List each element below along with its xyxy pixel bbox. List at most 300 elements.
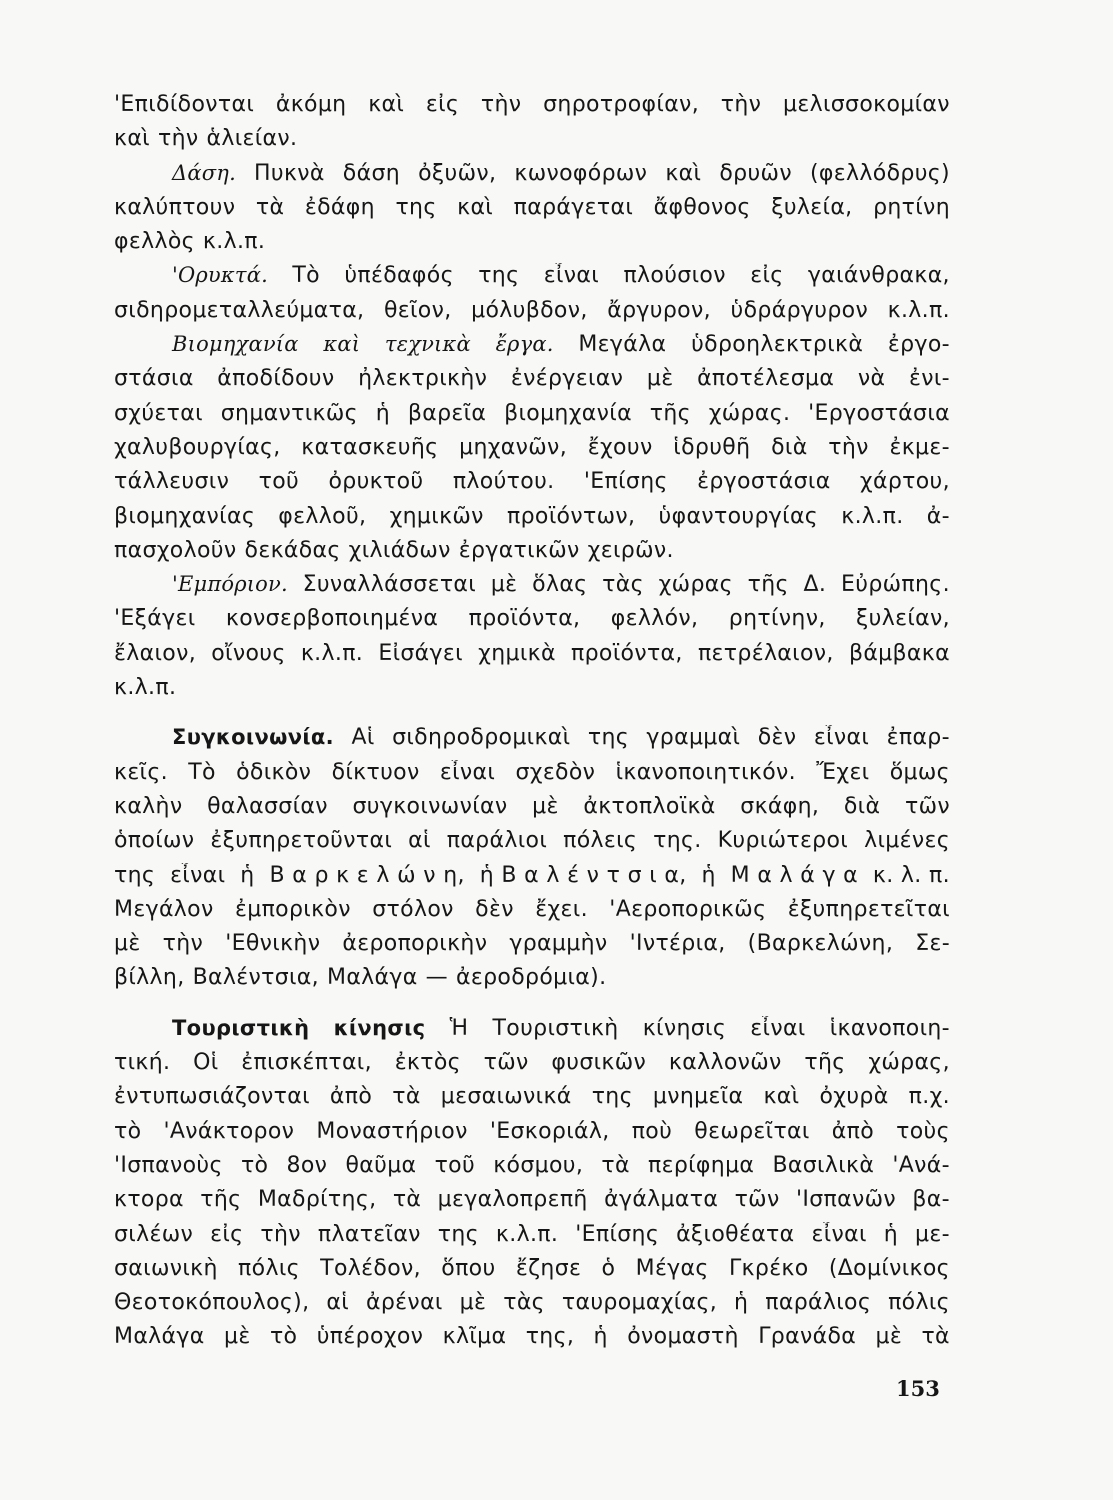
word: τὴν [260,1221,301,1247]
word: πλούτου. [452,469,555,495]
word: Εὐρώπης. [841,572,950,598]
word: Γκρέκο [728,1255,809,1281]
word: μὲ [490,572,518,598]
word: Β α ρ κ ε λ ώ ν η, [269,862,465,888]
word: καὶ [368,92,405,117]
word: εἶναι [543,263,600,289]
word: μὲ [459,1290,487,1316]
word: χαλυβουργίας, [114,434,281,460]
word: μεγαλοπρεπῆ [437,1187,588,1213]
word: ἐργοστάσια [697,469,831,495]
word: ἡ [240,862,255,888]
word: αἱ [408,828,431,854]
italic-heading-word: τεχνικὰ [384,332,471,357]
word: ἐνι- [908,366,950,392]
word: ἀπὸ [329,1084,373,1110]
word: χώρας, [868,1050,950,1076]
text-line [114,504,950,538]
bold-heading-word: Συγκοινωνία. [172,725,335,750]
word: χημικὰ [478,640,556,666]
word: τὰς [503,1290,545,1316]
word: προϊόντα, [468,606,581,632]
word: μὲ [532,793,559,819]
text-line [114,931,950,965]
word: ἀπὸ [831,1118,875,1144]
word: ἐπαρ- [886,725,950,751]
word: Οἱ [193,1050,219,1076]
word: της, [525,1324,575,1350]
word: λιμένες [864,828,950,854]
word: Κυριώτεροι [717,828,849,854]
word: ἡ Β α λ έ ν τ σ ι α, [479,862,687,888]
word: Μεγάλα [578,332,667,358]
word: ὁποίων [114,828,195,854]
word: της [478,263,520,289]
word: (Βαρκελώνη, [747,931,894,957]
text-line [114,401,950,435]
word: ὀρυκτοῦ [328,469,424,495]
word: ἄργυρον, [607,297,711,323]
word: θαῦμα [345,1152,417,1178]
word: της [395,194,437,220]
italic-heading-word: καὶ [323,332,361,357]
word: τὰς [602,572,644,598]
word: Τουριστικὴ [492,1015,619,1041]
italic-heading-word: Δάση. [172,160,236,185]
word: 'Ισπανῶν [795,1187,897,1213]
text-line [114,641,950,675]
word: τὸ [240,1152,269,1178]
word: χώρας [658,572,733,598]
word: θεῖον, [383,297,452,323]
word: ὁδικὸν [236,759,312,785]
word: τὴν [720,92,762,117]
italic-heading-word: ἔργα. [495,332,554,357]
word: κ.λ.π. [114,675,177,701]
word: ὀνομαστὴ [627,1324,739,1350]
word: σχύεται [114,400,203,426]
word: τῆς [200,1187,242,1213]
word: βαρεῖα [407,400,487,426]
word: Πυκνὰ [253,160,325,186]
word: ἡ [883,1221,899,1247]
word: 'Ισπανοὺς [114,1152,223,1178]
word: φελλοῦ, [278,503,367,529]
word: κ.λ.π. [495,1221,559,1247]
word: Συναλλάσσεται [302,572,477,598]
word: 'Εθνικὴν [225,931,321,957]
word: δὲν [475,896,514,922]
word: ἡ [701,862,716,888]
word: φυσικῶν [551,1050,647,1076]
text-line [114,725,950,759]
text-line [114,828,950,862]
word: χιλιάδων [348,537,451,563]
word: ἐδάφη [304,194,375,220]
word: ξυλεία, [771,194,853,220]
word: κατασκευῆς [301,434,439,460]
word: Γρανάδα [758,1324,857,1350]
word: φελλόν, [610,606,699,632]
word: Ἔχει [816,759,870,785]
word: Σε- [915,931,950,957]
word: ἔλαιον, [114,640,197,666]
word: κίνησις [642,1015,727,1041]
word: διὰ [843,793,881,819]
word: βα- [912,1187,950,1213]
word: δεκάδας [244,537,341,563]
word: βίλλη, [114,965,185,991]
text-line [114,229,950,263]
word: συγκοινωνίαν [352,793,508,819]
word: τοῦ [258,469,300,495]
word: τῆς [649,400,691,426]
italic-heading-word: Βιομηχανία [172,332,299,357]
word: ἔζησε [515,1255,582,1281]
word: τὸ [114,1118,142,1144]
word: ὀχυρὰ [819,1084,889,1110]
word: ὑδροηλεκτρικὰ [691,332,864,358]
word: τὸ [269,1324,298,1350]
word: Τολέδον, [320,1255,421,1281]
word: πλατεῖαν [317,1221,421,1247]
word: Ἡ [449,1015,469,1041]
word: ἐξυπηρετεῖται [787,896,950,922]
word: νὰ [857,366,886,392]
text-line [114,606,950,640]
word: Μαλάγα [114,1324,205,1350]
text-line [114,195,950,229]
word: ἠλεκτρικὴν [358,366,488,392]
word: ἡ [375,400,391,426]
word: 'Εσκοριάλ, [489,1118,610,1144]
word: ἐντυπωσιάζονται [114,1084,310,1110]
word: τῆς [804,1050,846,1076]
word: της [587,725,629,751]
text-line [114,435,950,469]
word: ταυρομαχίας, [561,1290,718,1316]
word: Τὸ [292,263,320,289]
word: μελισσοκομίαν [782,92,950,117]
word: 8ον [286,1152,328,1178]
word: πόλις [888,1290,950,1316]
word: σιδηροδρομικαὶ [392,725,571,751]
word: μηχανῶν, [459,434,568,460]
word: ἐμπορικὸν [235,896,351,922]
word: κτορα [114,1187,184,1213]
word: 'Ανά- [892,1152,950,1178]
word: ὑφαντουργίας [658,503,819,529]
word: τῶν [904,793,950,819]
word: με- [915,1221,950,1247]
word: στάσια [114,366,194,392]
word: βάμβακα [848,640,950,666]
word: ἐργο- [887,332,950,358]
paragraph-gap [114,1000,950,1016]
word: σημαντικῶς [220,400,358,426]
text-line [114,126,950,160]
text-line [114,572,950,606]
word: χημικῶν [389,503,484,529]
word: της. [653,828,702,854]
word: Τὸ [188,759,216,785]
word: κόσμου, [493,1152,584,1178]
word: οἴνους [211,640,286,666]
word: ἱκανοποιη- [829,1015,950,1041]
word: Θεοτοκόπουλος), [114,1290,310,1316]
word: περίφημα [647,1152,755,1178]
word: καλλονῶν [668,1050,782,1076]
word: σιδηρομεταλλεύματα, [114,297,365,323]
word: τική. [114,1050,171,1076]
word: Βαλέντσια, [192,965,319,991]
word: ρητίνη [873,194,950,220]
text-line [114,1222,950,1256]
word: πόλεις [563,828,638,854]
text-line [114,1153,950,1187]
word: ἀ- [926,503,950,529]
word: Μαδρίτης, [257,1187,377,1213]
word: ἀκτοπλοϊκὰ [583,793,716,819]
word: Αἱ [351,725,375,751]
word: τὰ [601,1152,630,1178]
word: χειρῶν. [587,537,674,563]
word: τὰ [255,194,285,220]
word: μόλυβδον, [471,297,588,323]
word: σχεδὸν [515,759,596,785]
word: δὲν [757,725,797,751]
word: εἰς [210,1221,244,1247]
text-line [114,863,950,897]
word: Μέγας [635,1255,709,1281]
word: ἡ [734,1290,749,1316]
word: ἀρέναι [366,1290,443,1316]
word: παράγεται [513,194,634,220]
word: κ.λ.π. [887,297,950,323]
text-line [114,1290,950,1324]
word: καὶ [763,1084,800,1110]
word: στόλον [372,896,454,922]
text-line [114,1187,950,1221]
text-line [114,1050,950,1084]
text-line [114,760,950,794]
word: παράλιοι [446,828,548,854]
word: τὰ [921,1324,950,1350]
word: σιλέων [114,1221,194,1247]
word: 'Αεροπορικῶς [609,896,767,922]
word: Μοναστήριον [316,1118,468,1144]
word: της [437,1221,479,1247]
text-line [114,298,950,332]
word: χάρτου, [859,469,950,495]
word: εἰς [750,263,784,289]
word: βιομηχανίας [114,503,256,529]
word: εἶναι [750,1015,806,1041]
word: γαιάνθρακα, [807,263,950,289]
word: εἶναι [439,759,496,785]
word: ξυλείαν, [856,606,950,632]
word: εἶναι [811,1221,867,1247]
word: 'Εξάγει [114,606,196,632]
word: τῶν [483,1050,529,1076]
italic-heading-word: 'Εμπόριον. [172,572,288,597]
text-line [114,538,950,572]
word: ὅλας [532,572,588,598]
word: πόλις [238,1255,300,1281]
word: δάση [342,160,401,186]
text-line [114,332,950,366]
word: ἱκανοποιητικόν. [615,759,796,785]
word: κωνοφόρων [514,160,648,186]
word: τὴν [480,92,522,117]
word: βιομηχανία [504,400,632,426]
text-line [114,1119,950,1153]
word: μὲ [875,1324,903,1350]
word: ὅπου [441,1255,496,1281]
word: 'Επίσης [583,469,668,495]
word: Βασιλικὰ [772,1152,875,1178]
word: ὁ [601,1255,616,1281]
word: θεωρεῖται [694,1118,810,1144]
word: ἐκτὸς [394,1050,461,1076]
word: πλούσιον [623,263,726,289]
word: τοὺς [896,1118,950,1144]
word: δρυῶν [719,160,792,186]
bold-heading-word: Τουριστικὴ [172,1015,310,1040]
word: 'Εργοστάσια [808,400,950,426]
word: (φελλόδρυς) [810,160,950,186]
word: κεῖς. [114,759,168,785]
paragraph-gap [114,709,950,725]
word: καὶ [665,160,702,186]
word: γραμμαὶ [646,725,741,751]
word: εἶναι [170,862,226,888]
word: μὲ [224,1324,251,1350]
text-line [114,161,950,195]
word: ἀεροδρόμια). [456,965,607,991]
word: Δ. [803,572,827,598]
word: ἁλιείαν. [206,126,298,152]
text-line [114,965,950,999]
word: τὰ [392,1187,422,1213]
text-line [114,1324,950,1358]
word: γραμμὴν [509,931,608,957]
word: προϊόντων, [507,503,636,529]
word: ἱδρυθῆ [673,434,751,460]
word: ἐργατικῶν [458,537,580,563]
word: ὀξυῶν, [418,160,497,186]
word: τάλλευσιν [114,469,230,495]
word: φελλὸς [114,229,195,255]
word: πασχολοῦν [114,537,237,563]
word: της [591,1084,633,1110]
word: π.χ. [908,1084,950,1110]
word: τῆς [747,572,789,598]
word: ἀεροπορικὴν [342,931,488,957]
word: ἔχουν [587,434,653,460]
word: παράλιος [765,1290,872,1316]
word: προϊόντα, [571,640,683,666]
word: ἀκόμη [275,92,347,117]
word: κ.λ.π. [841,503,904,529]
word: καὶ [114,126,150,152]
word: ρητίνην, [728,606,826,632]
word: κ.λ.π. [300,640,364,666]
word: πετρέλαιον, [697,640,834,666]
word: Μ α λ ά γ α [730,862,859,888]
text-line [114,92,950,126]
word: σκάφη, [740,793,820,819]
word: καλύπτουν [114,194,236,220]
word: ἐξυπηρετοῦνται [210,828,393,854]
word: τῶν [734,1187,780,1213]
word: σηροτροφίαν, [543,92,700,117]
text-line [114,675,950,709]
text-line [114,794,950,828]
word: ἡ [593,1324,608,1350]
word: 'Επιδίδονται [114,92,255,117]
word: κλῖμα [442,1324,507,1350]
word: ἀποτέλεσμα [697,366,835,392]
word: ὅμως [889,759,950,785]
text-line [114,263,950,297]
word: ποὺ [631,1118,673,1144]
word: διὰ [771,434,808,460]
text-line [114,1084,950,1118]
word: ἀποδίδουν [217,366,335,392]
text-line [114,1256,950,1290]
word: τοῦ [434,1152,476,1178]
word: Μεγάλον [114,896,214,922]
word: ἔχει. [535,896,588,922]
word: καὶ [457,194,494,220]
word: 'Επίσης [575,1221,660,1247]
word: μὲ [646,366,674,392]
word: ἀξιοθέατα [676,1221,795,1247]
word: εἰς [425,92,460,117]
word: 'Ιντέρια, [629,931,726,957]
word: καλὴν [114,793,183,819]
word: σαιωνικὴ [114,1255,218,1281]
text-line [114,469,950,503]
word: ὑπέροχον [316,1324,424,1350]
word: ἀγάλματα [604,1187,719,1213]
word: ἐνέργειαν [510,366,624,392]
bold-heading-word: κίνησις [333,1015,426,1040]
word: κονσερβοποιημένα [225,606,439,632]
text-line [114,1016,950,1050]
text-line [114,366,950,400]
word: μεσαιωνικά [440,1084,572,1110]
word: 'Ανάκτορον [163,1118,295,1144]
word: τὴν [828,434,869,460]
word: χώρας. [708,400,791,426]
word: ἄφθονος [653,194,751,220]
word: (Δομίνικος [828,1255,950,1281]
word: κ.λ.π. [202,229,266,255]
word: εἶναι [813,725,870,751]
word: τὴν [162,931,204,957]
word: αἱ [326,1290,350,1316]
word: τὴν [157,126,199,152]
word: δίκτυον [331,759,420,785]
word: θαλασσίαν [207,793,328,819]
text-line [114,897,950,931]
italic-heading-word: 'Ορυκτά. [172,263,268,288]
word: ὑπέδαφός [344,263,454,289]
word: — [425,965,448,991]
word: Μαλάγα [327,965,418,991]
